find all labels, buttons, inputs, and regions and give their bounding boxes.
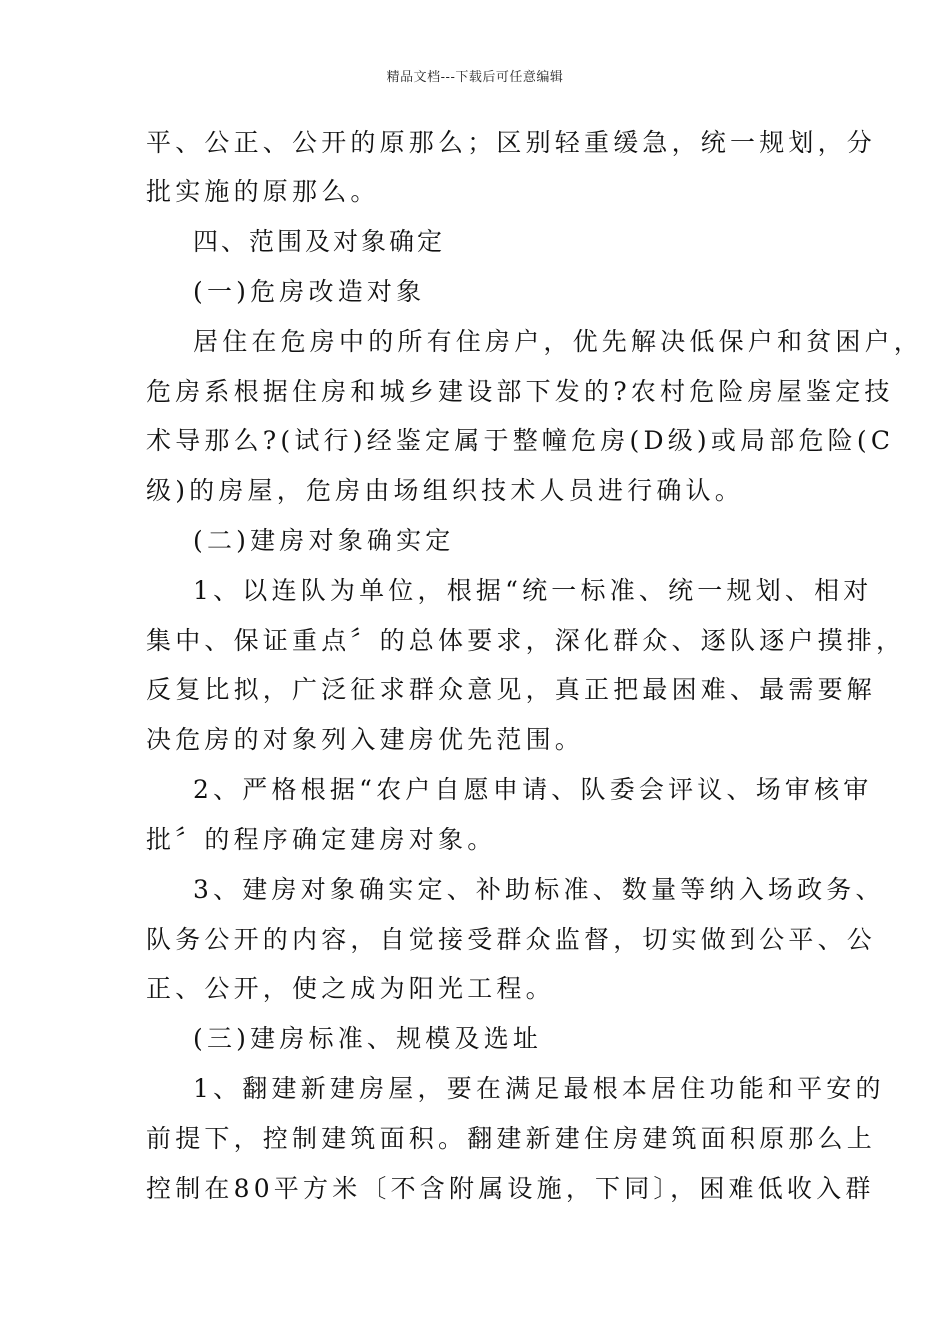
text-line: 控制在80平方米〔不含附属设施，下同〕，困难低收入群	[146, 1174, 875, 1203]
page-header: 精品文档---下载后可任意编辑	[386, 70, 564, 85]
text-line: 居住在危房中的所有住房户，优先解决低保户和贫困户，	[193, 327, 924, 356]
text-line: 1、以连队为单位，根据“统一标准、统一规划、相对	[193, 576, 873, 605]
text-line: 术导那么?(试行)经鉴定属于整幢危房(D级)或局部危险(C	[146, 426, 895, 455]
subsection-heading: (三)建房标准、规模及选址	[193, 1024, 543, 1053]
text-line: 决危房的对象列入建房优先范围。	[146, 725, 585, 754]
text-line: 1、翻建新建房屋，要在满足最根本居住功能和平安的	[193, 1074, 885, 1103]
text-line: 危房系根据住房和城乡建设部下发的?农村危险房屋鉴定技	[146, 377, 894, 406]
text-line: 平、公正、公开的原那么；区别轻重缓急，统一规划，分	[146, 128, 877, 157]
text-line: 批实施的原那么。	[146, 177, 380, 206]
section-heading: 四、范围及对象确定	[193, 227, 446, 256]
text-line: 3、建房对象确实定、补助标准、数量等纳入场政务、	[193, 875, 885, 904]
text-line: 批〞的程序确定建房对象。	[146, 825, 497, 854]
subsection-heading: (一)危房改造对象	[193, 277, 426, 306]
text-line: 集中、保证重点〞的总体要求，深化群众、逐队逐户摸排，	[146, 626, 906, 655]
text-line: 级)的房屋，危房由场组织技术人员进行确认。	[146, 476, 744, 505]
text-line: 正、公开，使之成为阳光工程。	[146, 974, 555, 1003]
text-line: 反复比拟，广泛征求群众意见，真正把最困难、最需要解	[146, 675, 877, 704]
subsection-heading: (二)建房对象确实定	[193, 526, 455, 555]
text-line: 前提下，控制建筑面积。翻建新建住房建筑面积原那么上	[146, 1124, 877, 1153]
text-line: 2、严格根据“农户自愿申请、队委会评议、场审核审	[193, 775, 873, 804]
text-line: 队务公开的内容，自觉接受群众监督，切实做到公平、公	[146, 925, 877, 954]
